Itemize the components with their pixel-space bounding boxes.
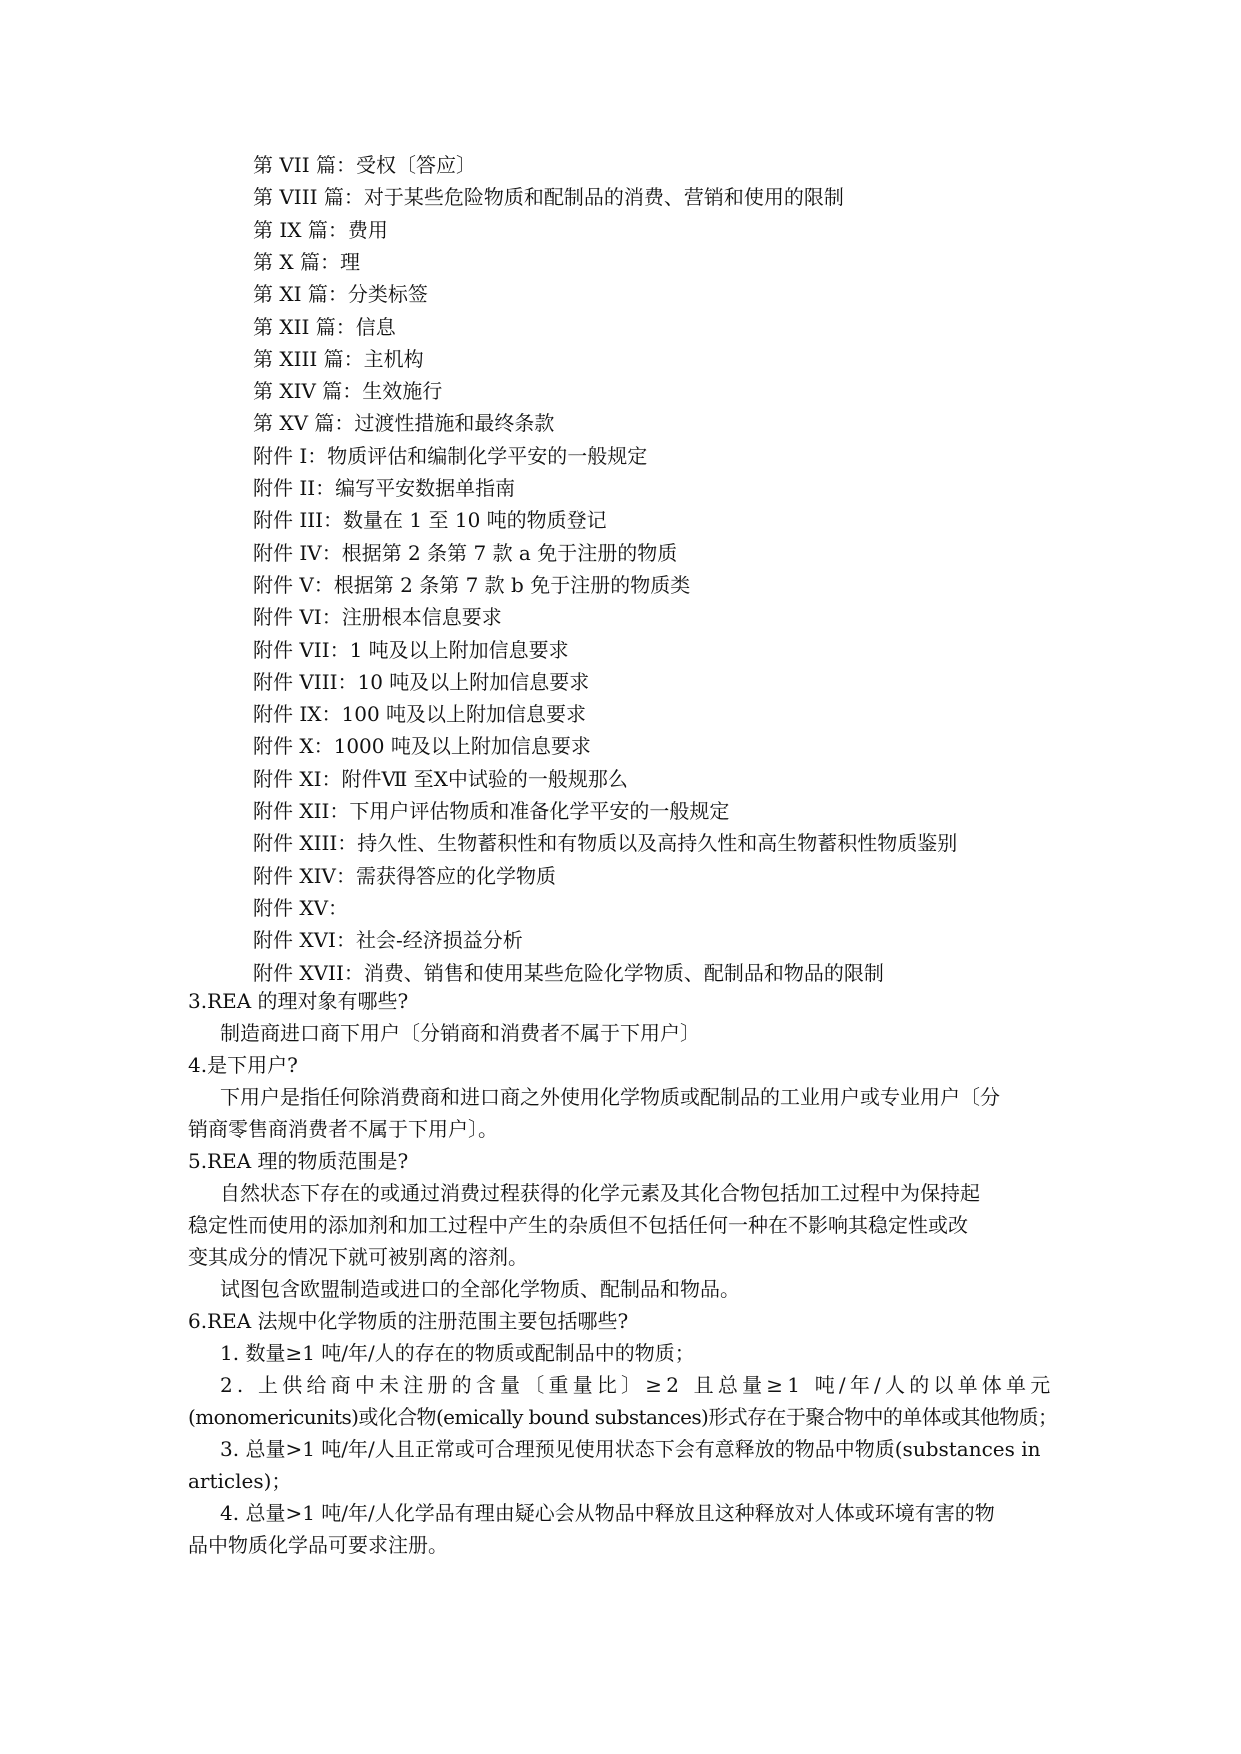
toc-entry: 附件 II：编写平安数据单指南	[253, 476, 516, 500]
toc-entry: 附件 I：物质评估和编制化学平安的一般规定	[253, 443, 648, 468]
question-6-heading: 6.REA 法规中化学物质的注册范围主要包括哪些?	[188, 1309, 629, 1333]
toc-entry: 附件 XVII：消费、销售和使用某些危险化学物质、配制品和物品的限制	[253, 960, 884, 985]
list-item-3-line2: articles)；	[188, 1469, 292, 1493]
list-item-4-line1: 4. 总量>1 吨/年/人化学品有理由疑心会从物品中释放且这种释放对人体或环境有害的物	[220, 1501, 995, 1525]
toc-entry: 第 X 篇：理	[253, 249, 360, 274]
list-item-2-line1: 2. 上供给商中未注册的含量〔重量比〕≥2 且总量≥1 吨/年/人的以单体单元	[220, 1373, 1055, 1397]
list-item-4-line2: 品中物质化学品可要求注册。	[188, 1533, 448, 1557]
list-item-1: 1. 数量≥1 吨/年/人的存在的物质或配制品中的物质；	[220, 1341, 695, 1365]
toc-entry: 附件 XI：附件Ⅶ 至Ⅹ中试验的一般规那么	[253, 766, 628, 791]
question-3-heading: 3.REA 的理对象有哪些?	[188, 989, 409, 1013]
answer-5-text-line4: 试图包含欧盟制造或进口的全部化学物质、配制品和物品。	[220, 1277, 740, 1301]
toc-entry: 附件 VII：1 吨及以上附加信息要求	[253, 637, 569, 662]
answer-5-text-line1: 自然状态下存在的或通过消费过程获得的化学元素及其化合物包括加工过程中为保持起	[220, 1181, 980, 1205]
toc-entry: 附件 VI：注册根本信息要求	[253, 605, 502, 630]
toc-entry: 附件 V：根据第 2 条第 7 款 b 免于注册的物质类	[253, 572, 691, 597]
toc-entry: 第 XV 篇：过渡性措施和最终条款	[253, 411, 555, 436]
answer-5-text-line3: 变其成分的情况下就可被别离的溶剂。	[188, 1245, 528, 1269]
question-4-heading: 4.是下用户?	[188, 1053, 298, 1077]
answer-4-text-line2: 销商零售商消费者不属于下用户〕。	[188, 1117, 498, 1141]
list-item-2-line2: (monomericunits)或化合物(emically bound substances)形式存在于聚合物中的单体或其他物质；	[188, 1405, 1058, 1429]
toc-entry: 附件 VIII：10 吨及以上附加信息要求	[253, 669, 590, 694]
toc-entry: 第 XI 篇：分类标签	[253, 282, 428, 307]
toc-entry: 附件 III：数量在 1 至 10 吨的物质登记	[253, 508, 607, 533]
toc-entry: 附件 XVI：社会-经济损益分析	[253, 928, 523, 953]
toc-entry: 附件 XV：	[253, 895, 349, 920]
toc-entry: 第 XII 篇：信息	[253, 314, 396, 339]
toc-entry: 第 VII 篇：受权〔答应〕	[253, 153, 476, 177]
answer-5-text-line2: 稳定性而使用的添加剂和加工过程中产生的杂质但不包括任何一种在不影响其稳定性或改	[188, 1213, 968, 1237]
toc-entry: 第 VIII 篇：对于某些危险物质和配制品的消费、营销和使用的限制	[253, 185, 844, 210]
toc-entry: 附件 X：1000 吨及以上附加信息要求	[253, 734, 591, 759]
question-5-heading: 5.REA 理的物质范围是?	[188, 1149, 409, 1173]
list-item-3-line1: 3. 总量>1 吨/年/人且正常或可合理预见使用状态下会有意释放的物品中物质(substances in	[220, 1437, 1041, 1461]
toc-entry: 附件 XIII：持久性、生物蓄积性和有物质以及高持久性和高生物蓄积性物质鉴别	[253, 831, 958, 856]
toc-entry: 第 XIV 篇：生效施行	[253, 379, 443, 404]
toc-entry: 附件 XII：下用户评估物质和准备化学平安的一般规定	[253, 799, 730, 823]
answer-4-text-line1: 下用户是指任何除消费商和进口商之外使用化学物质或配制品的工业用户或专业用户〔分	[220, 1085, 1000, 1109]
toc-entry: 附件 IX：100 吨及以上附加信息要求	[253, 702, 587, 727]
toc-entry: 第 IX 篇：费用	[253, 217, 388, 242]
answer-3-text: 制造商进口商下用户〔分销商和消费者不属于下用户〕	[220, 1021, 700, 1045]
toc-entry: 附件 XIV：需获得答应的化学物质	[253, 863, 556, 888]
toc-entry: 第 XIII 篇：主机构	[253, 346, 424, 371]
toc-entry: 附件 IV：根据第 2 条第 7 款 a 免于注册的物质	[253, 540, 678, 565]
